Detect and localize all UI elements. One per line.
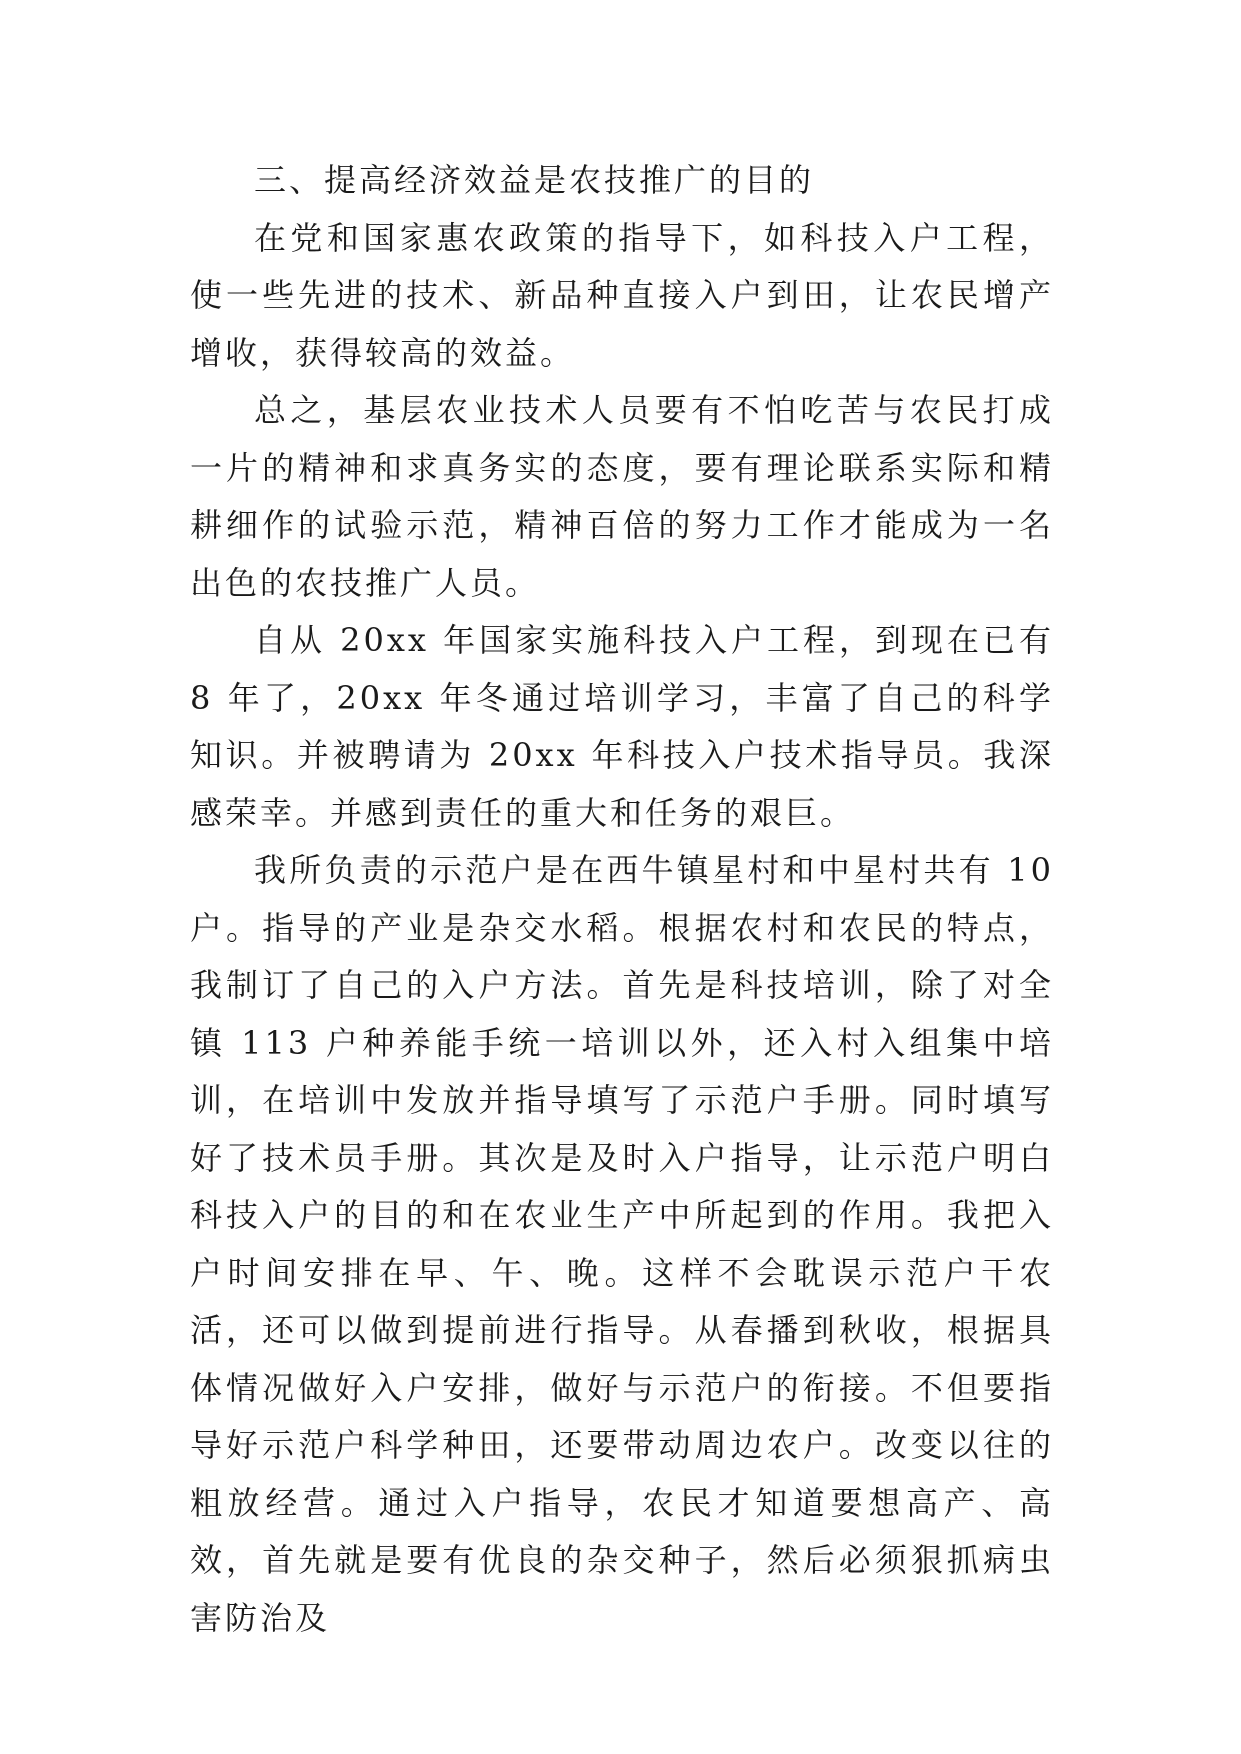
document-body: [190, 152, 1054, 1647]
section-heading: 三、提高经济效益是农技推广的目的: [254, 161, 815, 199]
paragraph: 我所负责的示范户是在西牛镇星村和中星村共有 10 户。指导的产业是杂交水稻。根据农村和农民的特点，我制订了自己的入户方法。首先是科技培训，除了对全镇 113 户种养能手统一培训以外，还入村入组集中培训，在培训中发放并指导填写了示范户手册。同时填写好了技术员手册。其次是及时入户指导，让示范户明白科技入户的目的和在农业生产中所起到的作用。我把入户时间安排在早、午、晚。这样不会耽误示范户干农活，还可以做到提前进行指导。从春播到秋收，根据具体情况做好入户安排，做好与示范户的衔接。不但要指导好示范户科学种田，还要带动周边农户。改变以往的粗放经营。通过入户指导，农民才知道要想高产、高效，首先就是要有优良的杂交种子，然后必须狠抓病虫害防治及: [190, 851, 1054, 1637]
paragraph: 自从 20xx 年国家实施科技入户工程，到现在已有 8 年了，20xx 年冬通过培训学习，丰富了自己的科学知识。并被聘请为 20xx 年科技入户技术指导员。我深感荣幸。并感到责任的重大和任务的艰巨。: [190, 621, 1054, 832]
paragraph: 总之，基层农业技术人员要有不怕吃苦与农民打成一片的精神和求真务实的态度，要有理论联系实际和精耕细作的试验示范，精神百倍的努力工作才能成为一名出色的农技推广人员。: [190, 391, 1054, 602]
paragraph: 在党和国家惠农政策的指导下，如科技入户工程，使一些先进的技术、新品种直接入户到田，让农民增产增收，获得较高的效益。: [190, 218, 1054, 372]
